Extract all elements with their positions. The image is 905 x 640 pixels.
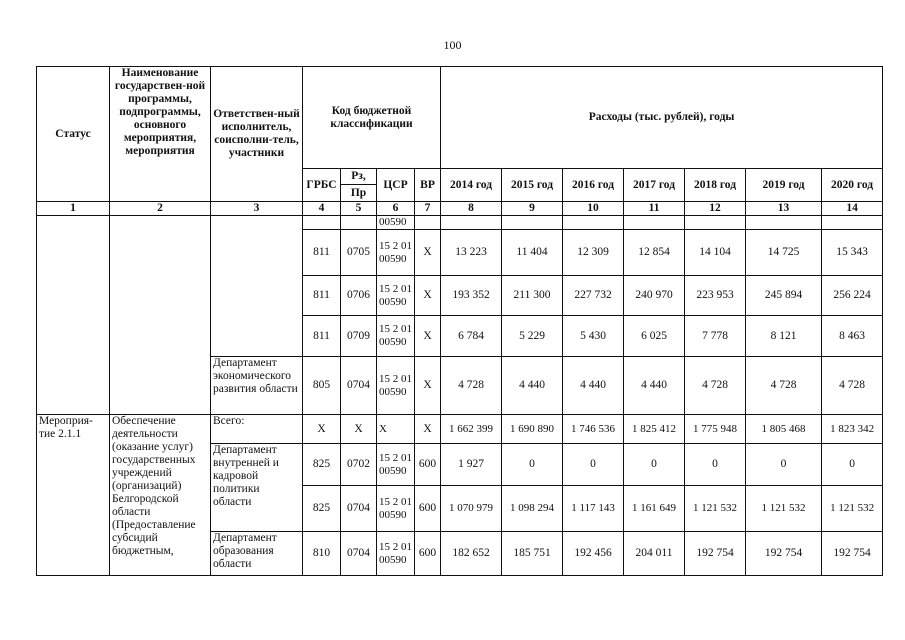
value-cell: 13 223 [441,230,502,276]
value-cell: 0 [746,444,822,486]
value-cell: 1 823 342 [822,415,883,444]
header-status: Статус [37,67,110,202]
column-number: 9 [502,202,563,216]
value-cell: 12 854 [624,230,685,276]
header-grbs: ГРБС [303,169,341,202]
value-cell: 8 463 [822,316,883,357]
grbs-cell: X [303,415,341,444]
value-cell: 1 825 412 [624,415,685,444]
status-cell-empty [37,216,110,415]
header-vr: ВР [415,169,441,202]
value-cell: 1 117 143 [563,486,624,532]
value-cell: 1 690 890 [502,415,563,444]
header-year: 2016 год [563,169,624,202]
value-cell: 0 [563,444,624,486]
executor-cell: Департамент образования области [211,532,303,576]
column-number: 2 [110,202,211,216]
executor-cell: Всего: [211,415,303,444]
header-budget-code: Код бюджетной классификации [303,67,441,169]
value-cell: 4 728 [441,357,502,415]
grbs-cell: 805 [303,357,341,415]
value-cell: 211 300 [502,276,563,316]
value-cell: 0 [685,444,746,486]
value-cell: 1 121 532 [822,486,883,532]
value-cell: 6 025 [624,316,685,357]
header-year: 2019 год [746,169,822,202]
value-cell: 1 805 468 [746,415,822,444]
table-row [37,415,883,444]
value-cell: 256 224 [822,276,883,316]
value-cell: 193 352 [441,276,502,316]
header-year: 2020 год [822,169,883,202]
vr-cell: X [415,316,441,357]
header-year: 2018 год [685,169,746,202]
value-cell: 245 894 [746,276,822,316]
value-cell: 14 104 [685,230,746,276]
value-cell: 1 775 948 [685,415,746,444]
value-cell: 8 121 [746,316,822,357]
grbs-cell: 810 [303,532,341,576]
status-cell: Мероприя-тие 2.1.1 [37,415,110,576]
vr-cell: 600 [415,532,441,576]
value-cell: 11 404 [502,230,563,276]
header-csr: ЦСР [377,169,415,202]
column-number: 14 [822,202,883,216]
value-cell: 15 343 [822,230,883,276]
value-cell: 4 728 [746,357,822,415]
csr-cell: 15 2 01 00590 [377,230,415,276]
table-row [37,216,883,230]
value-cell: 1 927 [441,444,502,486]
vr-cell: X [415,276,441,316]
value-cell: 4 440 [563,357,624,415]
column-number: 11 [624,202,685,216]
executor-cell: Департамент внутренней и кадровой политики области [211,444,303,532]
executor-cell: Департамент экономического развития области [211,357,303,415]
vr-cell: X [415,357,441,415]
value-cell: 1 662 399 [441,415,502,444]
header-rzpr-top: Рз, [341,169,376,185]
value-cell: 1 121 532 [746,486,822,532]
value-cell: 223 953 [685,276,746,316]
value-cell: 1 098 294 [502,486,563,532]
csr-cell: 15 2 01 00590 [377,532,415,576]
column-number: 8 [441,202,502,216]
column-number: 1 [37,202,110,216]
value-cell: 1 161 649 [624,486,685,532]
column-number: 13 [746,202,822,216]
column-number: 6 [377,202,415,216]
rzpr-cell: 0702 [341,444,377,486]
column-number: 12 [685,202,746,216]
value-cell: 1 070 979 [441,486,502,532]
rzpr-cell: X [341,415,377,444]
grbs-cell: 811 [303,276,341,316]
value-cell: 240 970 [624,276,685,316]
executor-cell-empty [211,216,303,357]
rzpr-cell: 0709 [341,316,377,357]
value-cell: 1 746 536 [563,415,624,444]
csr-cell: 15 2 01 00590 [377,486,415,532]
header-expenses: Расходы (тыс. рублей), годы [441,67,883,169]
csr-cell: 15 2 01 00590 [377,316,415,357]
csr-cell: 15 2 01 00590 [377,357,415,415]
value-cell: 0 [822,444,883,486]
value-cell: 227 732 [563,276,624,316]
value-cell: 192 456 [563,532,624,576]
column-number: 10 [563,202,624,216]
vr-cell: X [415,230,441,276]
header-year: 2017 год [624,169,685,202]
grbs-cell: 811 [303,316,341,357]
value-cell: 192 754 [746,532,822,576]
csr-cell: 15 2 01 00590 [377,276,415,316]
value-cell: 0 [502,444,563,486]
column-number: 3 [211,202,303,216]
value-cell: 4 728 [685,357,746,415]
vr-cell: 600 [415,444,441,486]
csr-cell: 00590 [377,216,415,230]
csr-cell: X [377,415,415,444]
rzpr-cell: 0704 [341,357,377,415]
rzpr-cell: 0704 [341,532,377,576]
name-cell: Обеспечение деятельности (оказание услуг) государственных учреждений (организаций) Белгородской области (Предоставление субсидий бюджетным, [110,415,211,576]
value-cell: 4 728 [822,357,883,415]
rzpr-cell: 0706 [341,276,377,316]
header-year: 2015 год [502,169,563,202]
value-cell: 1 121 532 [685,486,746,532]
grbs-cell: 825 [303,486,341,532]
value-cell: 5 430 [563,316,624,357]
header-executor: Ответствен-ный исполнитель, соисполни-тель, участники [211,67,303,202]
value-cell: 185 751 [502,532,563,576]
value-cell: 4 440 [502,357,563,415]
grbs-cell: 811 [303,230,341,276]
value-cell: 7 778 [685,316,746,357]
budget-table [36,66,883,576]
column-number: 4 [303,202,341,216]
page-number: 100 [443,38,462,52]
vr-cell: X [415,415,441,444]
value-cell: 12 309 [563,230,624,276]
value-cell: 5 229 [502,316,563,357]
header-year: 2014 год [441,169,502,202]
grbs-cell: 825 [303,444,341,486]
value-cell: 0 [624,444,685,486]
value-cell: 6 784 [441,316,502,357]
value-cell: 192 754 [685,532,746,576]
header-name: Наименование государствен-ной программы, подпрограммы, основного мероприятия, мероприятия [110,67,211,202]
value-cell: 192 754 [822,532,883,576]
column-number: 7 [415,202,441,216]
column-number: 5 [341,202,377,216]
vr-cell: 600 [415,486,441,532]
value-cell: 14 725 [746,230,822,276]
value-cell: 182 652 [441,532,502,576]
rzpr-cell: 0705 [341,230,377,276]
value-cell: 204 011 [624,532,685,576]
value-cell: 4 440 [624,357,685,415]
csr-cell: 15 2 01 00590 [377,444,415,486]
rzpr-cell: 0704 [341,486,377,532]
name-cell-empty [110,216,211,415]
header-rzpr [341,169,377,202]
column-numbers-row [37,202,883,216]
header-rzpr-bottom: Пр [350,187,367,199]
